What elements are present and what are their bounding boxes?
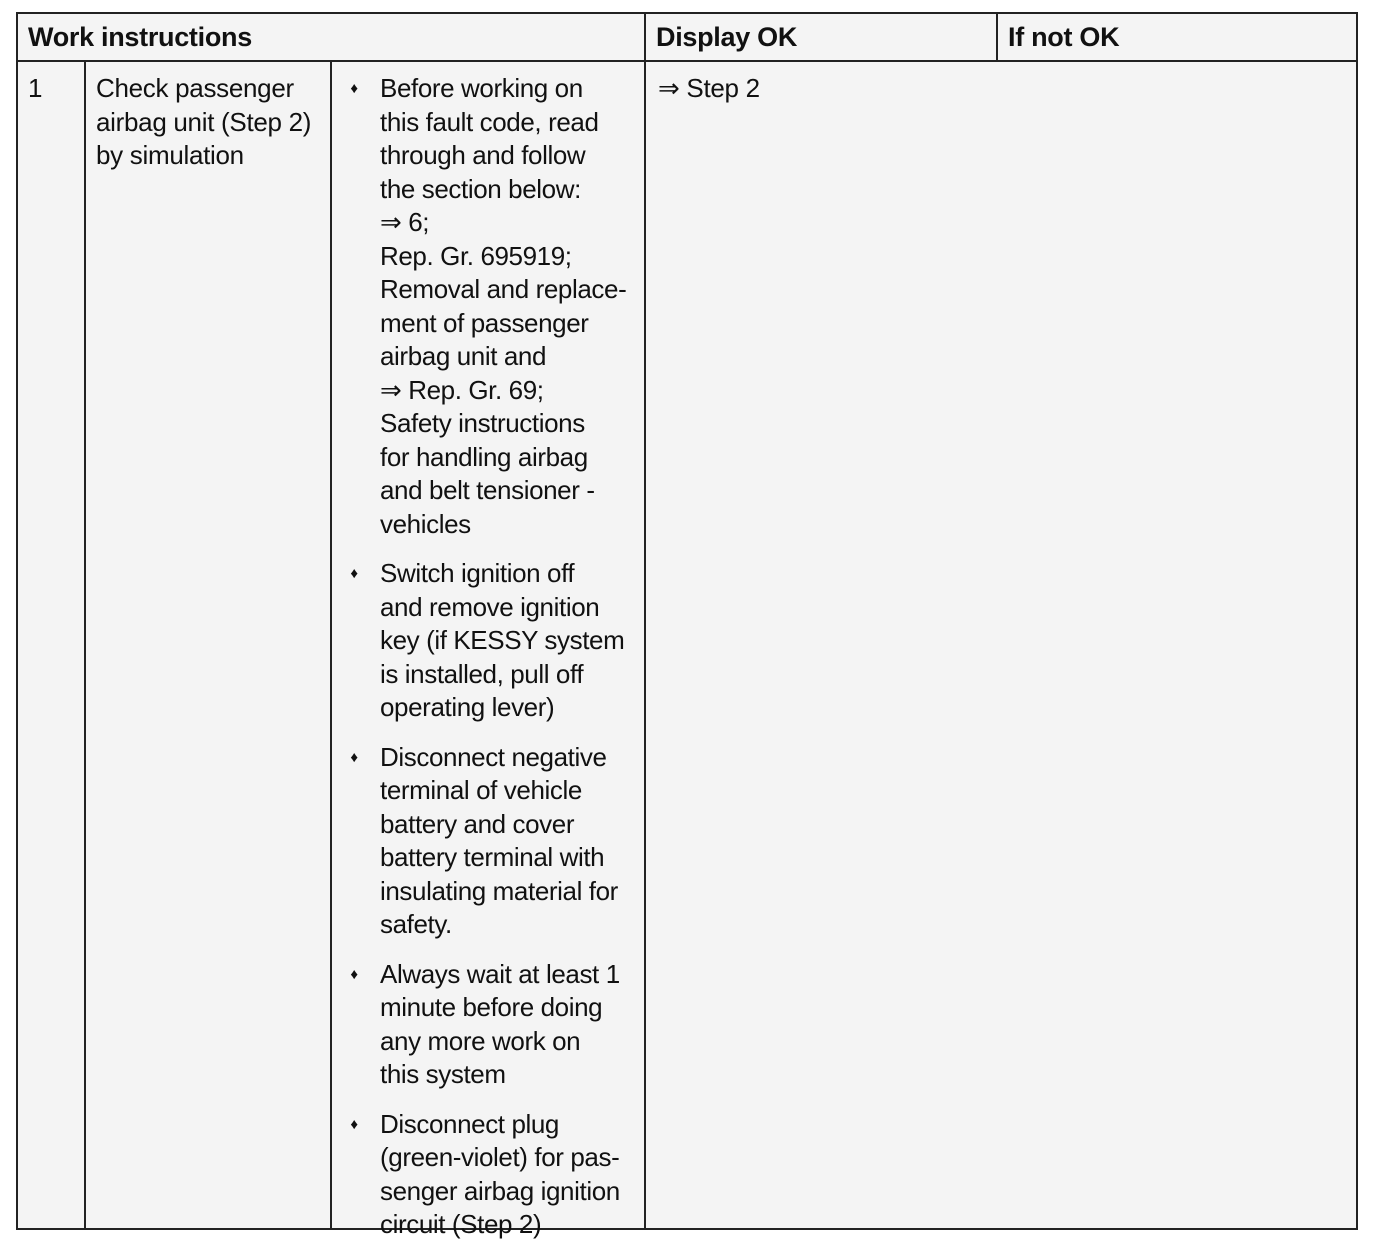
instruction-item [344,741,640,942]
instruction-line: Rep. Gr. 695919; [380,240,572,271]
instruction-line: Before working on [380,73,583,103]
instruction-line: insulating material for [380,875,618,906]
display-ok-value: ⇒ Step 2 [658,73,760,103]
instruction-line: battery terminal with [380,842,605,872]
instruction-line: Switch ignition off [380,558,575,588]
instruction-line: any more work on [380,1025,581,1056]
step-title-line: by simulation [96,140,244,170]
instruction-line: airbag unit and [380,341,547,371]
instruction-line: this system [380,1059,506,1089]
instruction-table [16,12,1358,1239]
diamond-bullet-icon: ♦ [350,1115,358,1133]
instruction-line: terminal of vehicle [380,775,582,805]
header-if-not-ok: If not OK [1008,22,1120,52]
instruction-line: this fault code, read [380,106,599,137]
step-title-line: Check passenger [96,73,294,103]
step-title [96,72,326,173]
instruction-line: operating lever) [380,692,555,722]
step-title-line: airbag unit (Step 2) [96,106,312,137]
instruction-line: Removal and replace- [380,274,627,304]
column-divider [330,62,332,1228]
header-divider [18,60,1356,62]
diamond-bullet-icon: ♦ [350,748,358,766]
column-divider [84,62,86,1228]
instruction-item [344,1108,640,1242]
instruction-line: the section below: [380,173,581,204]
column-divider [644,14,646,1228]
instruction-line: Safety instructions [380,408,585,438]
instruction-line: senger airbag ignition [380,1175,620,1206]
instruction-line: safety. [380,909,452,939]
instruction-line: ment of passenger [380,307,589,338]
instruction-line: is installed, pull off [380,658,584,689]
column-divider [996,14,998,62]
header-work-instructions: Work instructions [28,22,252,52]
instruction-list [344,72,640,1258]
instruction-line: ⇒ Rep. Gr. 69; [380,374,544,405]
instruction-line: key (if KESSY system [380,625,625,655]
instruction-item [344,958,640,1092]
instruction-line: Disconnect negative [380,741,607,772]
instruction-line: circuit (Step 2) [380,1209,542,1239]
header-display-ok: Display OK [656,22,798,52]
instruction-line: ⇒ 6; [380,207,430,237]
step-number: 1 [28,73,43,103]
diamond-bullet-icon: ♦ [350,80,358,97]
instruction-item [344,557,640,725]
instruction-line: and belt tensioner - [380,475,595,505]
instruction-line: minute before doing [380,992,603,1022]
instruction-line: through and follow [380,140,586,170]
instruction-item [344,72,640,541]
instruction-line: battery and cover [380,808,575,839]
instruction-line: (green-violet) for pas- [380,1142,620,1172]
instruction-line: Always wait at least 1 [380,958,620,989]
instruction-line: Disconnect plug [380,1108,559,1139]
instruction-line: for handling airbag [380,441,588,472]
diamond-bullet-icon: ♦ [350,965,358,983]
instruction-line: and remove ignition [380,591,600,622]
instruction-line: vehicles [380,508,471,539]
diamond-bullet-icon: ♦ [350,565,358,582]
